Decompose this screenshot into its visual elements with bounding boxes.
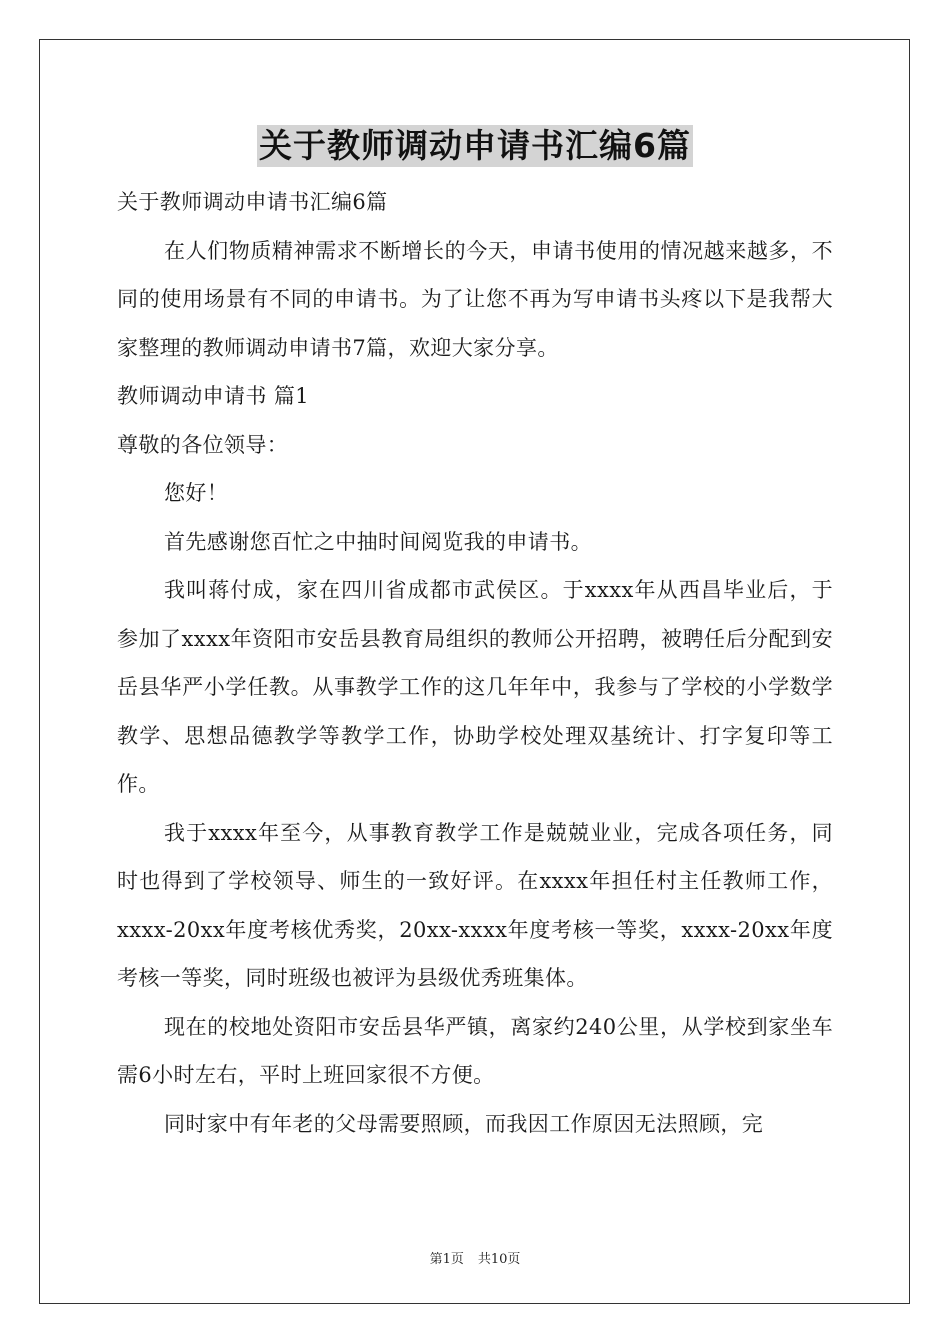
document-title: 关于教师调动申请书汇编6篇: [259, 126, 691, 165]
paragraph: 同时家中有年老的父母需要照顾，而我因工作原因无法照顾，完: [164, 1111, 764, 1136]
document-body: [117, 178, 833, 1148]
page-footer: [0, 1248, 950, 1267]
paragraph: 首先感谢您百忙之中抽时间阅览我的申请书。: [164, 529, 592, 554]
paragraph: 教师调动申请书 篇1: [117, 384, 310, 408]
page-total: 共10页: [477, 1252, 521, 1267]
paragraph: 现在的校地处资阳市安岳县华严镇，离家约240公里，从学校到家坐车需6小时左右，平时上班回家很不方便。: [117, 1014, 833, 1087]
paragraph: 您好！: [164, 481, 229, 505]
title-block: [0, 125, 950, 167]
paragraph: 我叫蒋付成，家在四川省成都市武侯区。于xxxx年从西昌毕业后，于参加了xxxx年资阳市安岳县教育局组织的教师公开招聘，被聘任后分配到安岳县华严小学任教。从事教学工作的这几年年中，我参与了学校的小学数学教学、思想品德教学等教学工作，协助学校处理双基统计、打字复印等工作。: [117, 578, 833, 796]
paragraph: 在人们物质精神需求不断增长的今天，申请书使用的情况越来越多，不同的使用场景有不同的申请书。为了让您不再为写申请书头疼以下是我帮大家整理的教师调动申请书7篇，欢迎大家分享。: [117, 238, 833, 360]
paragraph: 尊敬的各位领导：: [117, 432, 289, 457]
paragraph: 关于教师调动申请书汇编6篇: [117, 190, 388, 214]
paragraph: 我于xxxx年至今，从事教育教学工作是兢兢业业，完成各项任务，同时也得到了学校领导、师生的一致好评。在xxxx年担任村主任教师工作，xxxx-20xx年度考核优秀奖，20xx-xxxx年度考核一等奖，xxxx-20xx年度考核一等奖，同时班级也被评为县级优秀班集体。: [117, 820, 833, 990]
page-number: 第1页: [429, 1252, 464, 1267]
